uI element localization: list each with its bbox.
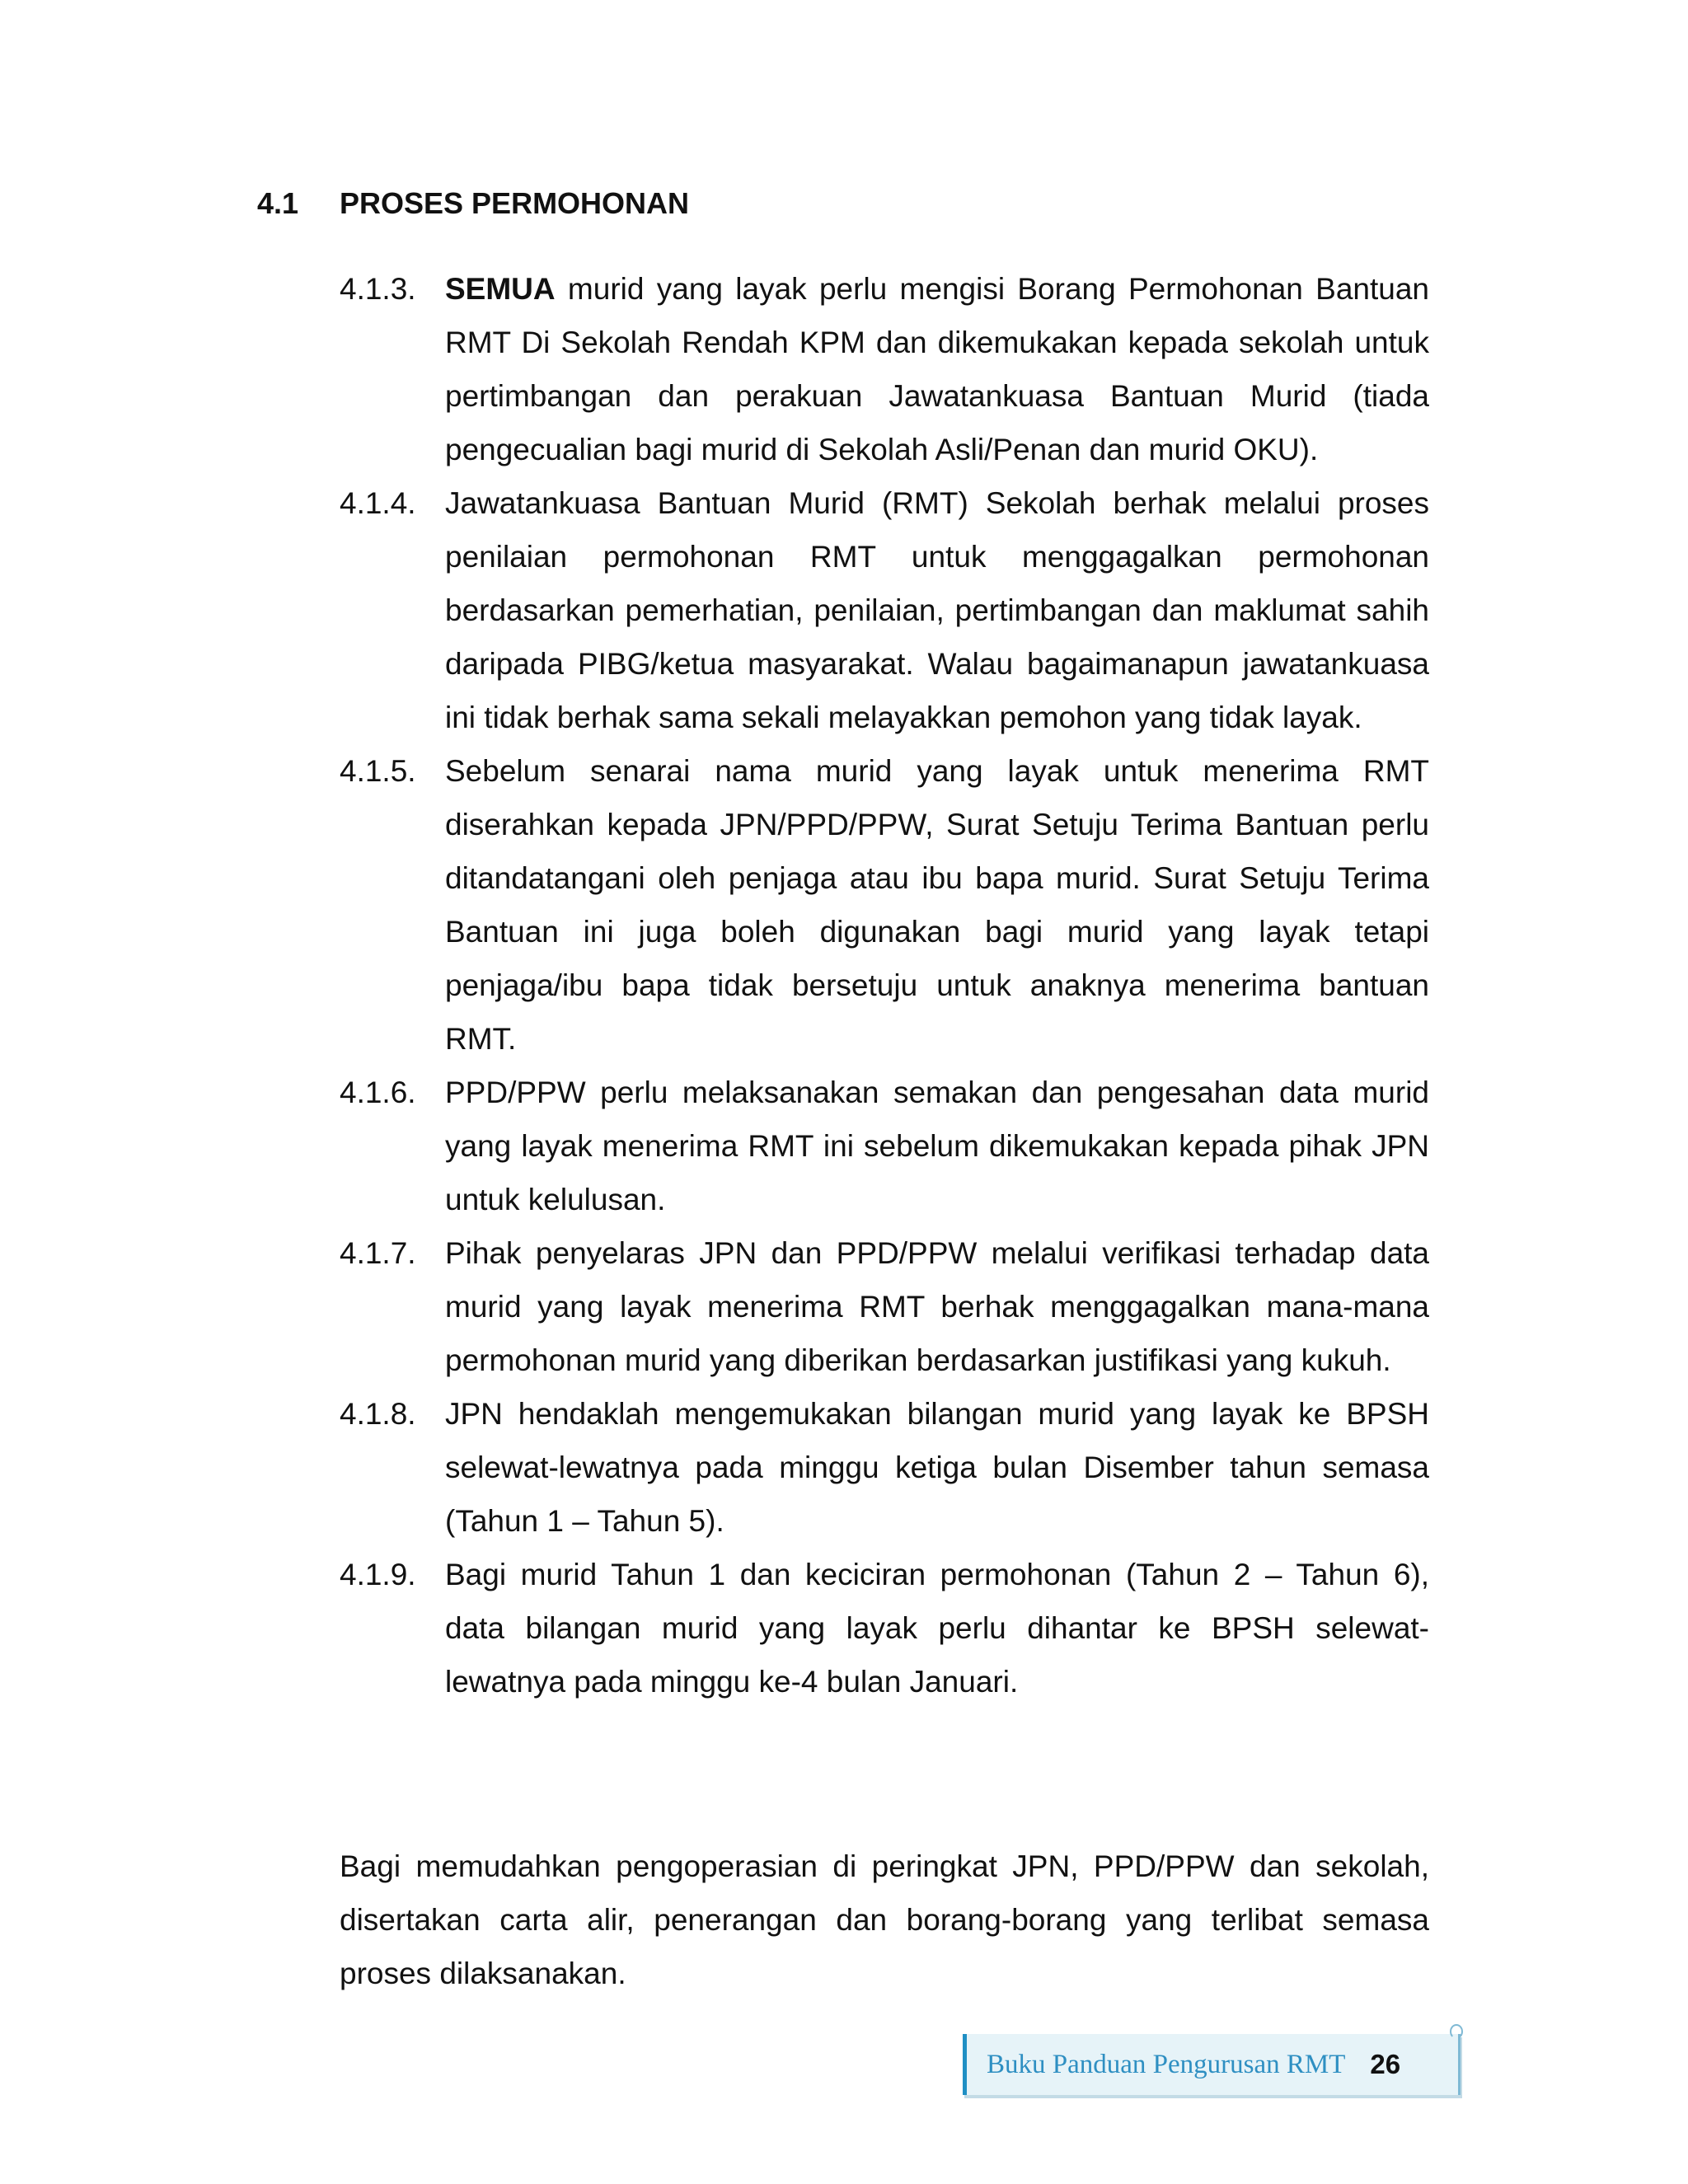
item-text: Pihak penyelaras JPN dan PPD/PPW melalui verifikasi terhadap data murid yang layak menerima RMT berhak menggagalkan mana-mana permohonan murid yang diberikan berdasarkan justifikasi yang kukuh. <box>445 1236 1429 1377</box>
item-text: Bagi murid Tahun 1 dan keciciran permohonan (Tahun 2 – Tahun 6), data bilangan murid yang layak perlu dihantar ke BPSH selewat-lewatnya pada minggu ke-4 bulan Januari. <box>445 1558 1429 1699</box>
item-text: murid yang layak perlu mengisi Borang Permohonan Bantuan RMT Di Sekolah Rendah KPM dan dikemukakan kepada sekolah untuk pertimbangan dan perakuan Jawatankuasa Bantuan Murid (tiada pengecualian bagi murid di Sekolah Asli/Penan dan murid OKU). <box>445 272 1429 466</box>
item-number: 4.1.8. <box>340 1397 416 1431</box>
item-number: 4.1.5. <box>340 754 416 788</box>
item-text: Sebelum senarai nama murid yang layak untuk menerima RMT diserahkan kepada JPN/PPD/PPW, Surat Setuju Terima Bantuan perlu ditandatangani oleh penjaga atau ibu bapa murid. Surat Setuju Terima Bantuan ini juga boleh digunakan bagi murid yang layak tetapi penjaga/ibu bapa tidak bersetuju untuk anaknya menerima bantuan RMT. <box>445 754 1429 1056</box>
item-number: 4.1.7. <box>340 1236 416 1270</box>
section-heading <box>257 183 689 224</box>
section-number: 4.1 <box>257 186 299 220</box>
section-title: PROSES PERMOHONAN <box>340 186 690 220</box>
item-lead: SEMUA <box>445 272 556 306</box>
item-text: PPD/PPW perlu melaksanakan semakan dan pengesahan data murid yang layak menerima RMT ini sebelum dikemukakan kepada pihak JPN untuk kelulusan. <box>445 1076 1429 1216</box>
list-item <box>340 1548 1429 1708</box>
page-footer <box>963 2034 1461 2095</box>
item-number: 4.1.4. <box>340 486 416 520</box>
closing-paragraph: Bagi memudahkan pengoperasian di peringkat JPN, PPD/PPW dan sekolah, disertakan carta alir, penerangan dan borang-borang yang terlibat semasa proses dilaksanakan. <box>340 1849 1429 1990</box>
page-number: 26 <box>1370 2049 1401 2079</box>
item-number: 4.1.3. <box>340 272 416 306</box>
list-item <box>340 1387 1429 1548</box>
list-item <box>340 1226 1429 1387</box>
list-item <box>340 744 1429 1066</box>
item-number: 4.1.9. <box>340 1558 416 1591</box>
list-item <box>340 262 1429 476</box>
item-text: Jawatankuasa Bantuan Murid (RMT) Sekolah berhak melalui proses penilaian permohonan RMT untuk menggagalkan permohonan berdasarkan pemerhatian, penilaian, pertimbangan dan maklumat sahih daripada PIBG/ketua masyarakat. Walau bagaimanapun jawatankuasa ini tidak berhak sama sekali melayakkan pemohon yang tidak layak. <box>445 486 1429 734</box>
scroll-curl-icon <box>1450 2024 1463 2039</box>
item-list <box>340 262 1429 1708</box>
item-text: JPN hendaklah mengemukakan bilangan murid yang layak ke BPSH selewat-lewatnya pada minggu ketiga bulan Disember tahun semasa (Tahun 1 – Tahun 5). <box>445 1397 1429 1538</box>
footer-title: Buku Panduan Pengurusan RMT <box>987 2049 1346 2079</box>
list-item <box>340 1066 1429 1226</box>
list-item <box>340 476 1429 744</box>
item-number: 4.1.6. <box>340 1076 416 1109</box>
